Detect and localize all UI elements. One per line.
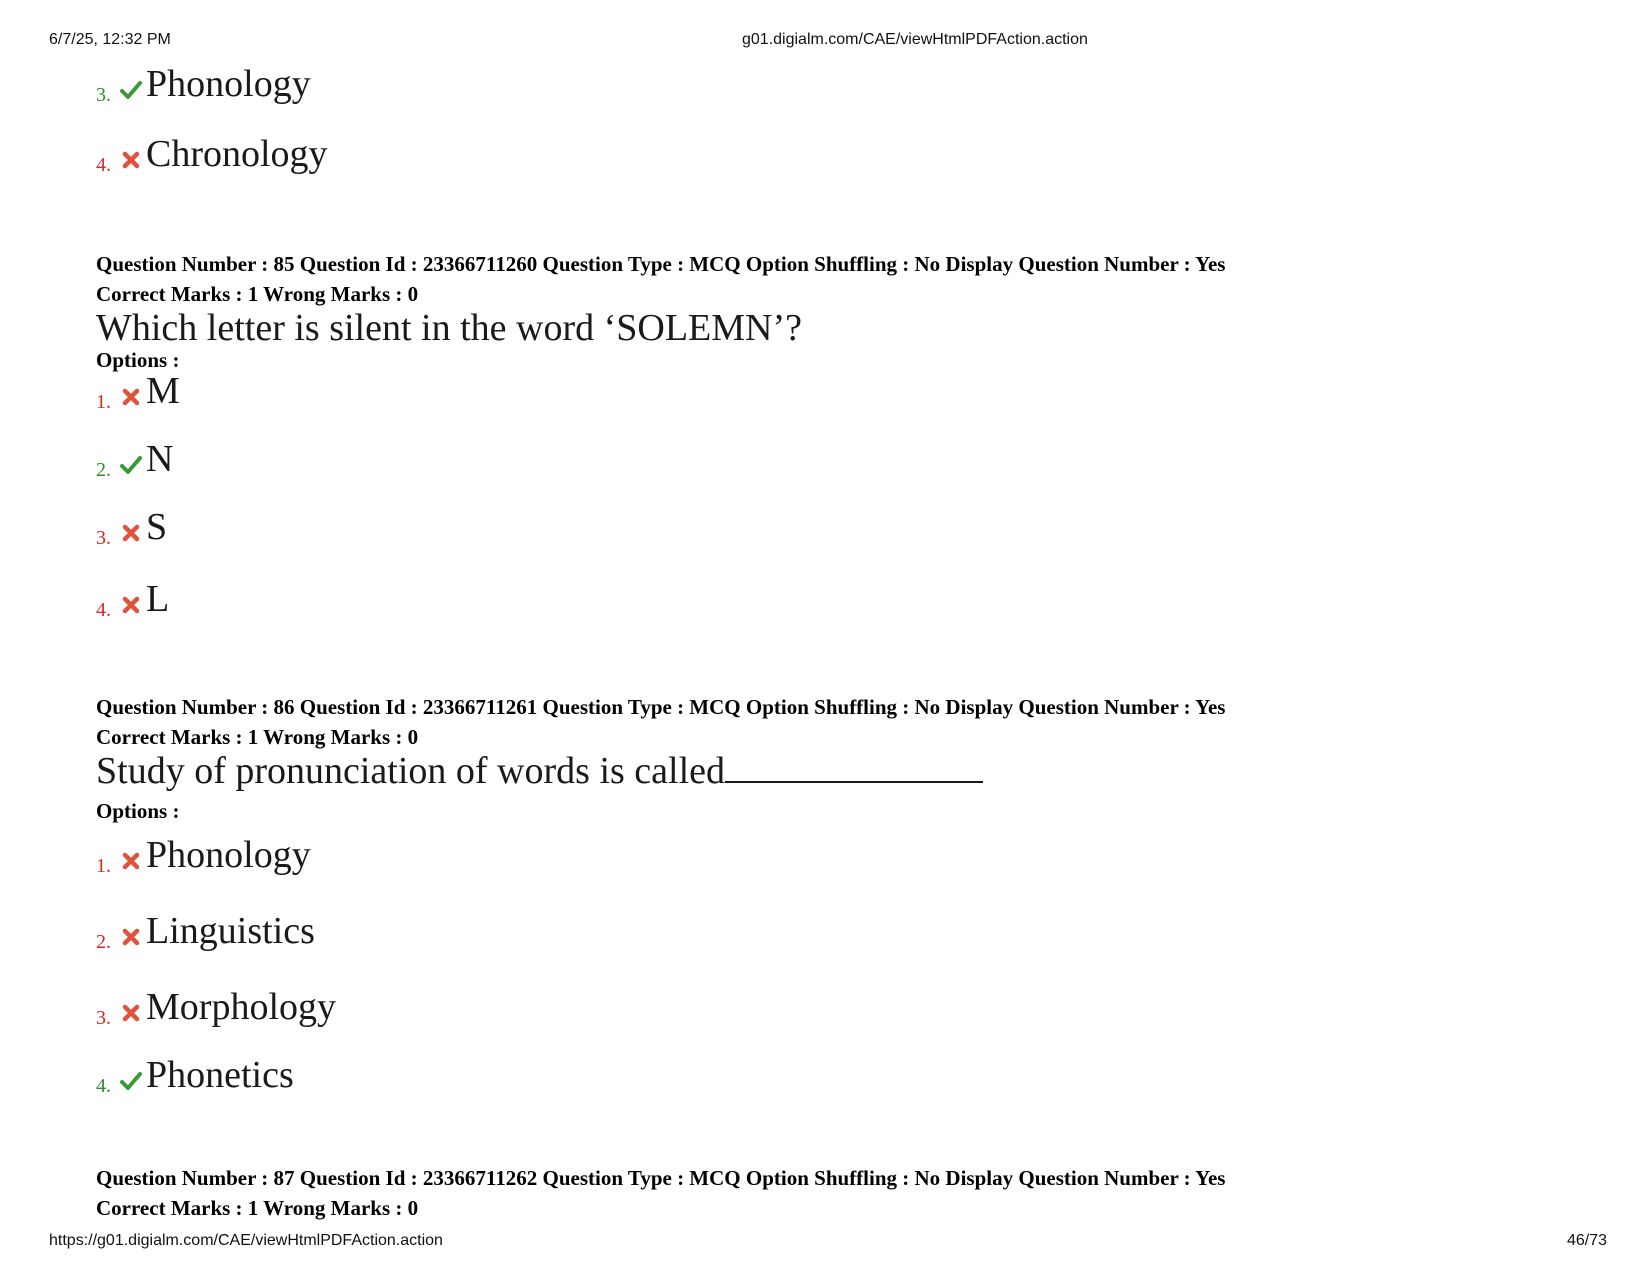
- check-icon: [120, 1070, 142, 1092]
- option-number: 3.: [96, 527, 111, 549]
- cross-icon: [120, 926, 142, 948]
- page-number: 46/73: [1566, 1232, 1607, 1249]
- question-meta: Question Number : 85 Question Id : 23366711260 Question Type : MCQ Option Shuffling : No Display Question Number : Yes: [96, 252, 1226, 276]
- cross-icon: [120, 850, 142, 872]
- question-marks: Correct Marks : 1 Wrong Marks : 0: [96, 1196, 419, 1220]
- check-icon: [120, 79, 142, 101]
- option-number: 4.: [96, 1075, 111, 1097]
- cross-icon: [120, 386, 142, 408]
- option-number: 1.: [96, 855, 111, 877]
- cross-icon: [120, 149, 142, 171]
- question-text-content: Study of pronunciation of words is called: [96, 750, 726, 792]
- footer-url: https://g01.digialm.com/CAE/viewHtmlPDFAction.action: [49, 1232, 443, 1249]
- question-meta: Question Number : 86 Question Id : 23366711261 Question Type : MCQ Option Shuffling : No Display Question Number : Yes: [96, 695, 1226, 719]
- cross-icon: [120, 522, 142, 544]
- answer-blank: [725, 781, 983, 783]
- print-datetime: 6/7/25, 12:32 PM: [49, 31, 171, 48]
- options-label: Options :: [96, 799, 180, 823]
- question-marks: Correct Marks : 1 Wrong Marks : 0: [96, 282, 419, 306]
- question-text: [96, 752, 983, 790]
- option-text: Phonetics: [146, 1054, 294, 1096]
- option-text: N: [146, 438, 174, 480]
- cross-icon: [120, 1002, 142, 1024]
- option-text: Morphology: [146, 986, 336, 1028]
- option-text: Phonology: [146, 834, 311, 876]
- option-number: 3.: [96, 84, 111, 106]
- option-number: 4.: [96, 154, 111, 176]
- options-label: Options :: [96, 348, 180, 372]
- option-text: L: [146, 578, 170, 620]
- cross-icon: [120, 594, 142, 616]
- option-number: 3.: [96, 1007, 111, 1029]
- print-url: g01.digialm.com/CAE/viewHtmlPDFAction.action: [742, 31, 1088, 48]
- option-number: 2.: [96, 459, 111, 481]
- option-text: Chronology: [146, 133, 328, 175]
- option-number: 4.: [96, 599, 111, 621]
- option-number: 1.: [96, 391, 111, 413]
- option-number: 2.: [96, 931, 111, 953]
- option-text: S: [146, 506, 168, 548]
- question-marks: Correct Marks : 1 Wrong Marks : 0: [96, 725, 419, 749]
- option-text: Linguistics: [146, 910, 315, 952]
- option-text: Phonology: [146, 63, 311, 105]
- question-meta: Question Number : 87 Question Id : 23366711262 Question Type : MCQ Option Shuffling : No Display Question Number : Yes: [96, 1166, 1226, 1190]
- check-icon: [120, 454, 142, 476]
- option-text: M: [146, 370, 180, 412]
- question-text: Which letter is silent in the word ‘SOLEMN’?: [96, 307, 803, 349]
